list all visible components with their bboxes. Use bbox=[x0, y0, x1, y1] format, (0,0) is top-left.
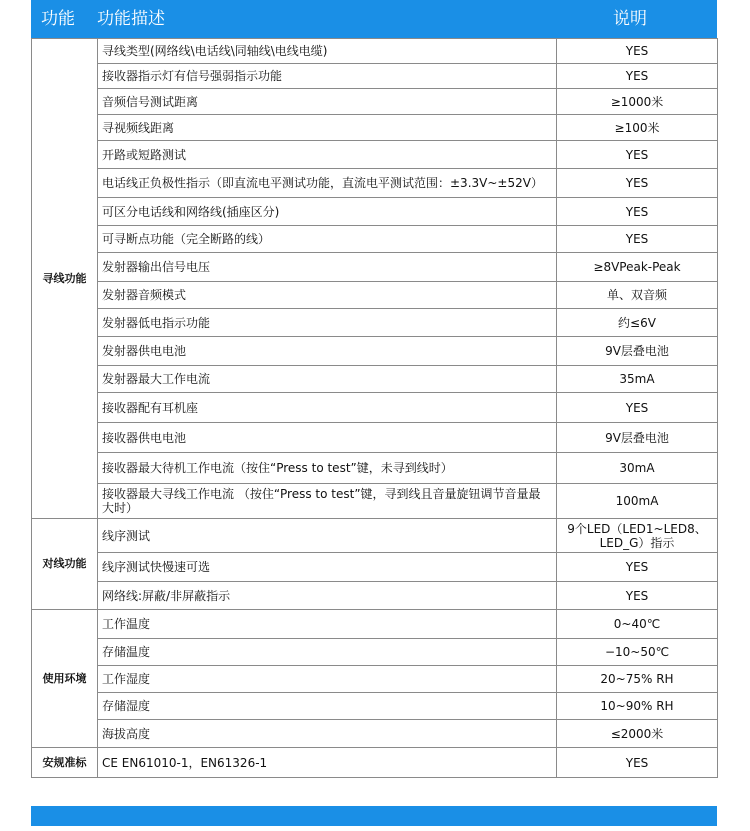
table-row bbox=[32, 169, 718, 198]
category-cell: 使用环境 bbox=[32, 610, 98, 748]
description-cell: 线序测试 bbox=[98, 519, 557, 553]
table-row bbox=[32, 693, 718, 720]
table-row bbox=[32, 141, 718, 169]
value-cell: 9个LED（LED1~LED8、LED_G）指示 bbox=[557, 519, 718, 553]
category-cell: 安规准标 bbox=[32, 748, 98, 778]
header-description: 功能描述 bbox=[97, 9, 165, 29]
description-cell: 发射器最大工作电流 bbox=[98, 366, 557, 393]
table-row bbox=[32, 39, 718, 64]
value-cell: YES bbox=[557, 39, 718, 64]
table-row bbox=[32, 198, 718, 226]
description-cell: 发射器音频模式 bbox=[98, 282, 557, 309]
value-cell: 35mA bbox=[557, 366, 718, 393]
value-cell: 约≤6V bbox=[557, 309, 718, 337]
value-cell: YES bbox=[557, 64, 718, 89]
value-cell: 9V层叠电池 bbox=[557, 337, 718, 366]
spec-table bbox=[31, 38, 718, 778]
description-cell: 发射器低电指示功能 bbox=[98, 309, 557, 337]
table-row bbox=[32, 282, 718, 309]
header-notes: 说明 bbox=[613, 9, 647, 29]
value-cell: 10~90% RH bbox=[557, 693, 718, 720]
value-cell: ≥8VPeak-Peak bbox=[557, 253, 718, 282]
value-cell: YES bbox=[557, 169, 718, 198]
description-cell: 工作湿度 bbox=[98, 666, 557, 693]
description-cell: 寻线类型(网络线\电话线\同轴线\电线电缆) bbox=[98, 39, 557, 64]
header-function: 功能 bbox=[41, 9, 75, 29]
value-cell: YES bbox=[557, 141, 718, 169]
description-cell: 海拔高度 bbox=[98, 720, 557, 748]
description-cell: 发射器供电电池 bbox=[98, 337, 557, 366]
table-row bbox=[32, 610, 718, 639]
description-cell: 音频信号测试距离 bbox=[98, 89, 557, 115]
table-row bbox=[32, 582, 718, 610]
description-cell: 电话线正负极性指示（即直流电平测试功能，直流电平测试范围：±3.3V~±52V） bbox=[98, 169, 557, 198]
value-cell: YES bbox=[557, 226, 718, 253]
description-cell: 可区分电话线和网络线(插座区分) bbox=[98, 198, 557, 226]
description-cell: 网络线:屏蔽/非屏蔽指示 bbox=[98, 582, 557, 610]
description-cell: 线序测试快慢速可选 bbox=[98, 553, 557, 582]
value-cell: 20~75% RH bbox=[557, 666, 718, 693]
table-row bbox=[32, 89, 718, 115]
footer-bar bbox=[31, 806, 717, 826]
description-cell: 接收器配有耳机座 bbox=[98, 393, 557, 423]
value-cell: 100mA bbox=[557, 484, 718, 519]
description-cell: CE EN61010-1，EN61326-1 bbox=[98, 748, 557, 778]
spec-sheet bbox=[31, 0, 717, 826]
table-header bbox=[31, 0, 717, 38]
table-row bbox=[32, 226, 718, 253]
value-cell: 单、双音频 bbox=[557, 282, 718, 309]
table-row bbox=[32, 337, 718, 366]
description-cell: 工作温度 bbox=[98, 610, 557, 639]
value-cell: 0~40℃ bbox=[557, 610, 718, 639]
table-row bbox=[32, 639, 718, 666]
category-cell: 寻线功能 bbox=[32, 39, 98, 519]
table-row bbox=[32, 720, 718, 748]
table-row bbox=[32, 115, 718, 141]
table-row bbox=[32, 64, 718, 89]
table-row bbox=[32, 484, 718, 519]
category-cell: 对线功能 bbox=[32, 519, 98, 610]
description-cell: 寻视频线距离 bbox=[98, 115, 557, 141]
value-cell: −10~50℃ bbox=[557, 639, 718, 666]
description-cell: 可寻断点功能（完全断路的线） bbox=[98, 226, 557, 253]
table-row bbox=[32, 423, 718, 453]
value-cell: YES bbox=[557, 582, 718, 610]
table-row bbox=[32, 553, 718, 582]
description-cell: 发射器输出信号电压 bbox=[98, 253, 557, 282]
description-cell: 存储温度 bbox=[98, 639, 557, 666]
table-row bbox=[32, 748, 718, 778]
description-cell: 接收器最大寻线工作电流 （按住“Press to test”键，寻到线且音量旋钮调节音量最大时） bbox=[98, 484, 557, 519]
value-cell: 9V层叠电池 bbox=[557, 423, 718, 453]
table-row bbox=[32, 453, 718, 484]
description-cell: 接收器指示灯有信号强弱指示功能 bbox=[98, 64, 557, 89]
value-cell: ≤2000米 bbox=[557, 720, 718, 748]
description-cell: 开路或短路测试 bbox=[98, 141, 557, 169]
value-cell: YES bbox=[557, 748, 718, 778]
table-row bbox=[32, 393, 718, 423]
table-row bbox=[32, 366, 718, 393]
table-row bbox=[32, 309, 718, 337]
description-cell: 接收器供电电池 bbox=[98, 423, 557, 453]
value-cell: 30mA bbox=[557, 453, 718, 484]
table-row bbox=[32, 666, 718, 693]
table-row bbox=[32, 519, 718, 553]
value-cell: YES bbox=[557, 393, 718, 423]
value-cell: ≥1000米 bbox=[557, 89, 718, 115]
value-cell: YES bbox=[557, 553, 718, 582]
description-cell: 接收器最大待机工作电流（按住“Press to test”键，未寻到线时） bbox=[98, 453, 557, 484]
table-row bbox=[32, 253, 718, 282]
description-cell: 存储湿度 bbox=[98, 693, 557, 720]
value-cell: ≥100米 bbox=[557, 115, 718, 141]
value-cell: YES bbox=[557, 198, 718, 226]
